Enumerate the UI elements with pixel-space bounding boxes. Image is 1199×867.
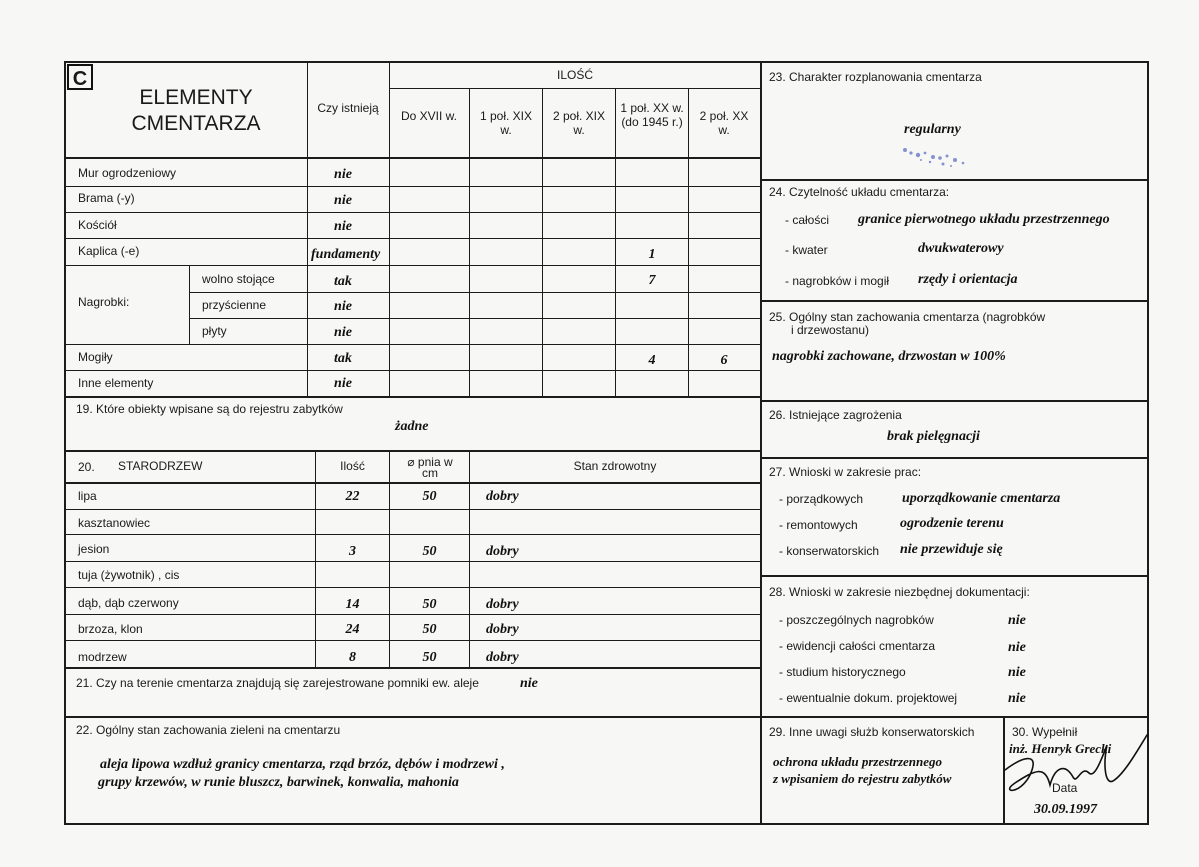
header-period-2: 1 poł. XIX w.: [479, 109, 533, 137]
s28-row-label: - ewidencji całości cmentarza: [779, 639, 936, 653]
grid-line: [189, 318, 760, 319]
grid-line: [64, 344, 760, 345]
header-period-1: Do XVII w.: [400, 109, 458, 123]
s20-row-health: dobry: [486, 544, 519, 559]
s20-row-health: dobry: [486, 597, 519, 612]
row-label-plyty: płyty: [202, 324, 227, 338]
grid-line: [64, 534, 760, 535]
s27-row-value: uporządkowanie cmentarza: [902, 491, 1061, 506]
s20-row-health: dobry: [486, 622, 519, 637]
grid-line: [64, 640, 760, 641]
s29-line1: ochrona układu przestrzennego: [773, 754, 943, 769]
header-exists: Czy istnieją: [317, 101, 379, 115]
border-top: [64, 61, 1149, 63]
grid-line: [688, 88, 689, 397]
s20-col-diam: ⌀ pnia w cm: [407, 455, 453, 480]
grid-line: [761, 457, 1148, 459]
s20-row-diam: 50: [422, 544, 437, 559]
grid-line: [64, 587, 760, 588]
header-period-4: 1 poł. XX w. (do 1945 r.): [620, 101, 684, 129]
header-period-3: 2 poł. XIX w.: [552, 109, 606, 137]
s20-row-diam: 50: [422, 597, 437, 612]
s20-row-count: 22: [345, 489, 360, 504]
row-value-przyscienne: nie: [334, 299, 352, 314]
row-label-nagrobki: Nagrobki:: [78, 295, 130, 309]
s20-row-name: tuja (żywotnik) , cis: [78, 568, 180, 582]
row-label-brama: Brama (-y): [78, 191, 135, 205]
divider-main-vertical: [760, 61, 762, 825]
s28-row-label: - poszczególnych nagrobków: [779, 613, 934, 627]
header-ilosc: ILOŚĆ: [556, 68, 593, 82]
s20-row-count: 24: [345, 622, 360, 637]
row-value-kosciol: nie: [334, 219, 352, 234]
s25-value: nagrobki zachowane, drzwostan w 100%: [772, 349, 1006, 364]
s29-line2: z wpisaniem do rejestru zabytków: [773, 771, 952, 786]
s20-num: 20.: [78, 460, 95, 474]
grid-line: [64, 396, 760, 398]
s22-label: 22. Ogólny stan zachowania zieleni na cmentarzu: [76, 723, 341, 737]
grid-line: [64, 509, 760, 510]
grid-line: [64, 186, 760, 187]
s30-name: inż. Henryk Grecki: [1009, 741, 1112, 756]
s30-date: 30.09.1997: [1034, 802, 1097, 817]
s24-row-value: dwukwaterowy: [918, 241, 1004, 256]
grid-line: [189, 265, 190, 345]
row-value-brama: nie: [334, 193, 352, 208]
s24-row-value: granice pierwotnego układu przestrzennego: [858, 212, 1110, 227]
grid-line: [64, 265, 760, 266]
signature-scribble: [985, 715, 1155, 805]
s20-row-name: modrzew: [78, 650, 127, 664]
s28-label: 28. Wnioski w zakresie niezbędnej dokumentacji:: [769, 585, 1030, 599]
border-left: [64, 61, 66, 825]
grid-line: [64, 370, 760, 371]
s20-row-diam: 50: [422, 622, 437, 637]
grid-line: [615, 88, 616, 397]
s23-value: regularny: [904, 122, 961, 137]
stamp-smudge: [885, 120, 1005, 170]
row-value-kaplica: fundamenty: [311, 247, 381, 262]
s20-row-count: 3: [349, 544, 356, 559]
s20-row-health: dobry: [486, 650, 519, 665]
s28-row-value: nie: [1008, 691, 1026, 706]
s27-row-label: - remontowych: [779, 518, 858, 532]
grid-line: [64, 212, 760, 213]
row-mogily-xx1: 4: [648, 353, 656, 368]
grid-line: [761, 300, 1148, 302]
row-value-mogily: tak: [334, 351, 352, 366]
grid-line: [64, 450, 760, 452]
grid-line: [389, 61, 390, 397]
row-label-kosciol: Kościół: [78, 218, 117, 232]
s19-label: 19. Które obiekty wpisane są do rejestru zabytków: [76, 402, 343, 416]
row-mogily-xx2: 6: [720, 353, 728, 368]
s20-row-name: jesion: [78, 542, 110, 556]
row-label-wolno: wolno stojące: [202, 272, 275, 286]
s20-row-count: 14: [345, 597, 360, 612]
s21-value: nie: [520, 676, 538, 691]
row-label-mur: Mur ogrodzeniowy: [78, 166, 177, 180]
grid-line: [64, 667, 760, 669]
grid-line: [542, 88, 543, 397]
s20-col-health: Stan zdrowotny: [573, 459, 657, 473]
row-value-plyty: nie: [334, 325, 352, 340]
s28-row-value: nie: [1008, 640, 1026, 655]
border-right: [1147, 61, 1149, 825]
s20-row-name: dąb, dąb czerwony: [78, 596, 179, 610]
s23-label: 23. Charakter rozplanowania cmentarza: [769, 70, 982, 84]
grid-line: [64, 716, 760, 718]
row-kaplica-xx1: 1: [648, 247, 656, 262]
grid-line: [761, 400, 1148, 402]
grid-line: [64, 238, 760, 239]
s28-row-label: - studium historycznego: [779, 665, 906, 679]
grid-line: [390, 88, 760, 89]
grid-line: [64, 157, 760, 159]
s20-row-health: dobry: [486, 489, 519, 504]
s24-row-label: - kwater: [785, 243, 828, 257]
s26-value: brak pielęgnacji: [887, 429, 980, 444]
s20-label: STARODRZEW: [118, 459, 203, 473]
s21-label: 21. Czy na terenie cmentarza znajdują się zarejestrowane pomniki ew. aleje: [76, 676, 479, 690]
grid-line: [469, 451, 470, 668]
s20-row-diam: 50: [422, 650, 437, 665]
row-value-mur: nie: [334, 167, 352, 182]
s24-row-label: - całości: [785, 213, 830, 227]
s28-row-value: nie: [1008, 665, 1026, 680]
s30-label: 30. Wypełnił: [1012, 725, 1078, 739]
grid-line: [761, 575, 1148, 577]
row-label-przyscienne: przyścienne: [202, 298, 267, 312]
s20-row-name: lipa: [78, 489, 97, 503]
s19-value: żadne: [395, 419, 429, 434]
s28-row-value: nie: [1008, 613, 1026, 628]
s25-label1: 25. Ogólny stan zachowania cmentarza (nagrobków: [769, 310, 1046, 324]
grid-line: [64, 614, 760, 615]
s20-row-name: kasztanowiec: [78, 516, 151, 530]
s20-col-count: Ilość: [340, 459, 365, 473]
s27-row-value: nie przewiduje się: [900, 542, 1003, 557]
row-label-mogily: Mogiły: [78, 350, 113, 364]
s28-row-label: - ewentualnie dokum. projektowej: [779, 691, 958, 705]
s27-label: 27. Wnioski w zakresie prac:: [769, 465, 922, 479]
s22-line1: aleja lipowa wzdłuż granicy cmentarza, rząd brzóz, dębów i modrzewi ,: [100, 757, 505, 772]
row-value-wolno: tak: [334, 274, 352, 289]
grid-line: [469, 88, 470, 397]
grid-line: [189, 292, 760, 293]
s20-row-diam: 50: [422, 489, 437, 504]
s27-row-label: - konserwatorskich: [779, 544, 880, 558]
s29-label: 29. Inne uwagi służb konserwatorskich: [769, 725, 975, 739]
grid-line: [761, 179, 1148, 181]
row-value-inne: nie: [334, 376, 352, 391]
main-title-line2: CMENTARZA: [131, 112, 261, 135]
grid-line: [64, 482, 760, 484]
section-letter-badge: C: [67, 64, 93, 90]
grid-line: [64, 561, 760, 562]
main-title-line1: ELEMENTY: [139, 86, 253, 109]
s24-row-label: - nagrobków i mogił: [785, 274, 890, 288]
row-label-inne: Inne elementy: [78, 376, 154, 390]
s26-label: 26. Istniejące zagrożenia: [769, 408, 902, 422]
row-label-kaplica: Kaplica (-e): [78, 244, 140, 258]
s27-row-label: - porządkowych: [779, 492, 864, 506]
border-bottom: [64, 823, 1149, 825]
s24-label: 24. Czytelność układu cmentarza:: [769, 185, 950, 199]
row-wolno-xx1: 7: [648, 273, 656, 288]
s22-line2: grupy krzewów, w runie bluszcz, barwinek, konwalia, mahonia: [98, 775, 459, 790]
s24-row-value: rzędy i orientacja: [918, 272, 1018, 287]
header-period-5: 2 poł. XX w.: [699, 109, 749, 137]
s27-row-value: ogrodzenie terenu: [900, 516, 1004, 531]
s20-row-count: 8: [349, 650, 356, 665]
s30-date-label: Data: [1052, 781, 1078, 795]
s25-label2: i drzewostanu): [791, 323, 870, 337]
s20-row-name: brzoza, klon: [78, 622, 143, 636]
